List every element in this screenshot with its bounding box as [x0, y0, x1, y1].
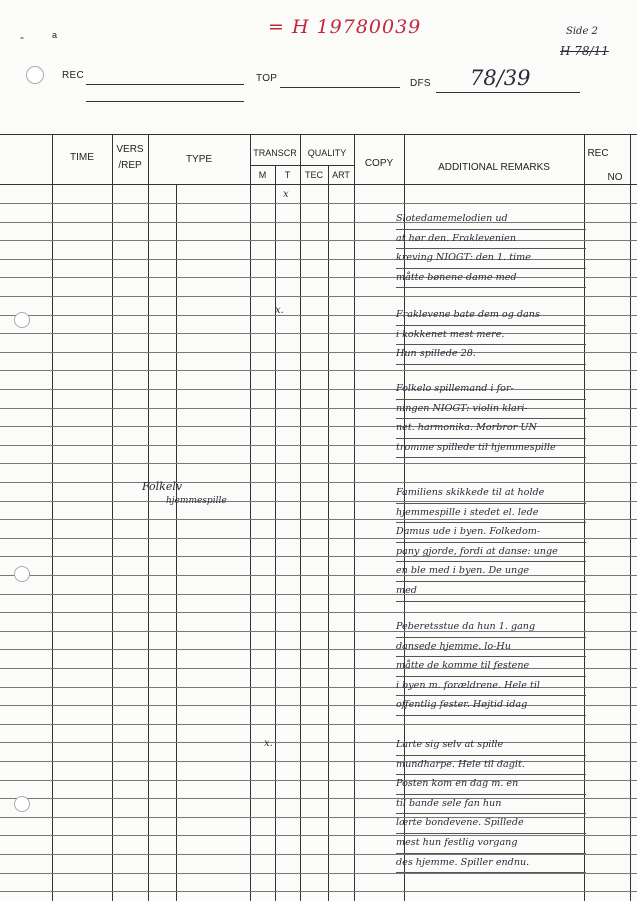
col-line-3	[250, 134, 251, 901]
col-line-6	[328, 165, 329, 901]
remark-line: at hør den. Fraklevenien	[396, 230, 586, 250]
punch-hole-1	[14, 312, 30, 328]
col-line-2	[148, 134, 149, 901]
rec-field-line-2	[86, 101, 244, 102]
transcr-mark-2: x.	[275, 305, 284, 316]
header-t: T	[284, 170, 291, 180]
remark-line: mundharpe. Hele til dagit.	[396, 756, 586, 776]
remark-line: Damus ude i byen. Folkedom-	[396, 523, 586, 543]
row-rule	[0, 463, 637, 464]
type-entry-genre: Folkelv	[142, 480, 183, 493]
remark-line: mest hun festlig vorgang	[396, 834, 586, 854]
rec-label: REC	[62, 70, 85, 81]
remark-line: ningen NIOGT: violin klari-	[396, 400, 586, 420]
punch-hole-3	[14, 796, 30, 812]
remark-line: hjemmespille i stedet el. lede	[396, 504, 586, 524]
header-vers: VERS	[116, 144, 144, 155]
top-small-mark: a	[52, 30, 58, 40]
remark-line: Posten kom en dag m. en	[396, 775, 586, 795]
remark-block-2	[396, 306, 586, 365]
top-dash-mark: -	[20, 30, 24, 44]
remark-line: en ble med i byen. De unge	[396, 562, 586, 582]
header-rep: /REP	[118, 160, 142, 171]
remark-line: i kokkenet mest mere.	[396, 326, 586, 346]
col-line-10	[630, 134, 631, 901]
remark-line: med	[396, 582, 586, 602]
row-rule	[0, 370, 637, 371]
col-line-1	[112, 134, 113, 901]
header-remarks: ADDITIONAL REMARKS	[438, 162, 550, 173]
header-time: TIME	[70, 152, 94, 163]
remark-line: til bande sele fan hun	[396, 795, 586, 815]
remark-line: Familiens skikkede til at holde	[396, 484, 586, 504]
remark-line: Folkelo spillemand i for-	[396, 380, 586, 400]
archive-number: = H 19780039	[268, 16, 422, 38]
remark-block-4	[396, 484, 586, 602]
remark-line: des hjemme. Spiller endnu.	[396, 854, 586, 874]
remark-line: måtte bønene dame med	[396, 269, 586, 289]
row-rule	[0, 612, 637, 613]
header-tec: TEC	[305, 170, 323, 180]
remark-line: lærte bondevene. Spillede	[396, 814, 586, 834]
header-transcr: TRANSCR	[253, 148, 297, 158]
remark-block-3	[396, 380, 586, 458]
corner-note-code: H 78/11	[560, 44, 609, 58]
corner-note-page: Side 2	[566, 26, 598, 37]
dfs-field-line	[436, 92, 580, 93]
col-line-7	[354, 134, 355, 901]
row-rule	[0, 482, 637, 483]
dfs-value: 78/39	[470, 66, 531, 90]
row-rule	[0, 891, 637, 892]
header-art: ART	[332, 170, 350, 180]
subheader-divider	[250, 165, 354, 166]
remark-line: Larte sig selv at spille	[396, 736, 586, 756]
remark-line: i byen m. forældrene. Hele til	[396, 677, 586, 697]
header-copy: COPY	[364, 158, 394, 169]
remark-line: Hun spillede 28.	[396, 345, 586, 365]
remark-line: kreving NIOGT: den 1. time	[396, 249, 586, 269]
top-field-line	[280, 87, 400, 88]
rec-field-line	[86, 84, 244, 85]
remark-block-6	[396, 736, 586, 873]
header-no: NO	[607, 172, 623, 183]
remark-line: Fraklevene bate dem og dans	[396, 306, 586, 326]
remark-line: Slotedamemelodien ud	[396, 210, 586, 230]
remark-line: Peberetsstue da hun 1. gang	[396, 618, 586, 638]
transcr-mark-1: x	[283, 189, 289, 200]
row-rule	[0, 724, 637, 725]
type-entry-sub: hjemmespille	[166, 496, 227, 506]
remark-line: pany gjorde, fordi at danse: unge	[396, 543, 586, 563]
remark-line: tromme spillede til hjemmespille	[396, 439, 586, 459]
row-rule	[0, 296, 637, 297]
table-top-border	[0, 134, 637, 135]
col-line-4	[275, 165, 276, 901]
transcr-mark-3: x.	[264, 738, 273, 749]
col-line-0	[52, 134, 53, 901]
dfs-label: DFS	[410, 78, 431, 89]
punch-hole-top	[26, 66, 44, 84]
remark-line: net. harmonika. Morbror UN	[396, 419, 586, 439]
header-quality: QUALITY	[307, 148, 347, 158]
punch-hole-2	[14, 566, 30, 582]
remark-line: måtte de komme til festene	[396, 657, 586, 677]
top-label: TOP	[256, 73, 278, 84]
table-header-bottom	[0, 184, 637, 185]
remark-line: offentlig fester. Højtid idag	[396, 696, 586, 716]
remark-block-5	[396, 618, 586, 716]
row-rule	[0, 203, 637, 204]
header-m: M	[258, 170, 267, 180]
header-rec: REC	[587, 148, 609, 159]
remark-line: dansede hjemme. lo-Hu	[396, 638, 586, 658]
col-line-5	[300, 134, 301, 901]
header-type: TYPE	[185, 154, 213, 165]
remark-block-1	[396, 210, 586, 288]
type-subcol-line	[176, 184, 177, 901]
